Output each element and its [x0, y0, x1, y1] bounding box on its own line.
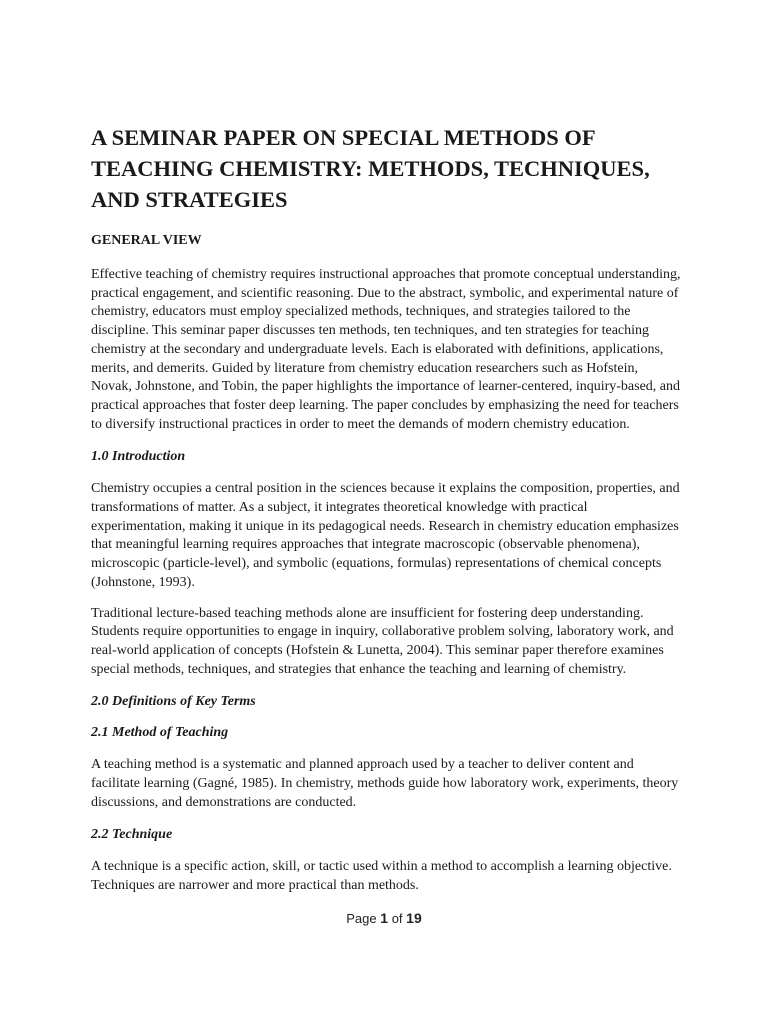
page-footer [0, 910, 768, 926]
page-content [91, 122, 681, 896]
introduction-paragraph-1: Chemistry occupies a central position in the sciences because it explains the composition, properties, and transformations of matter. As a subject, it integrates theoretical knowledge with practical experimentation, making it unique in its pedagogical needs. Research in chemistry education emphasizes that meaningful learning requires approaches that integrate macroscopic (observable phenomena), microscopic (particle-level), and symbolic (equations, formulas) representations of chemical concepts (Johnstone, 1993). [91, 481, 680, 590]
page-label: Page [346, 911, 377, 926]
general-view-heading: GENERAL VIEW [91, 233, 202, 248]
current-page-number: 1 [380, 910, 389, 926]
method-of-teaching-paragraph: A teaching method is a systematic and planned approach used by a teacher to deliver content and facilitate learning (Gagné, 1985). In chemistry, methods guide how laboratory work, experiments, theory discussions, and demonstrations are conducted. [91, 757, 679, 810]
definitions-heading: 2.0 Definitions of Key Terms [91, 694, 256, 710]
total-page-count: 19 [406, 910, 422, 926]
introduction-paragraph-2: Traditional lecture-based teaching methods alone are insufficient for fostering deep understanding. Students require opportunities to engage in inquiry, collaborative problem solving, laboratory work, and real-world application of concepts (Hofstein & Lunetta, 2004). This seminar paper therefore examines special methods, techniques, and strategies that enhance the teaching and learning of chemistry. [91, 605, 674, 677]
technique-heading: 2.2 Technique [91, 827, 173, 843]
technique-paragraph: A technique is a specific action, skill, or tactic used within a method to accomplish a learning objective. Techniques are narrower and more practical than methods. [91, 859, 672, 894]
method-of-teaching-heading: 2.1 Method of Teaching [91, 725, 229, 741]
introduction-heading: 1.0 Introduction [91, 449, 186, 465]
document-title: A SEMINAR PAPER ON SPECIAL METHODS OF TEACHING CHEMISTRY: METHODS, TECHNIQUES, AND STRATEGIES [91, 125, 650, 212]
general-view-paragraph: Effective teaching of chemistry requires instructional approaches that promote conceptual understanding, practical engagement, and scientific reasoning. Due to the abstract, symbolic, and experimental nature of chemistry, educators must employ specialized methods, techniques, and strategies tailored to the discipline. This seminar paper discusses ten methods, ten techniques, and ten strategies for teaching chemistry at the secondary and undergraduate levels. Each is elaborated with definitions, applications, merits, and demerits. Guided by literature from chemistry education researchers such as Hofstein, Novak, Johnstone, and Tobin, the paper highlights the importance of learner-centered, inquiry-based, and practical approaches that foster deep learning. The paper concludes by emphasizing the need for teachers to diversify instructional practices in order to meet the demands of modern chemistry education. [91, 267, 681, 432]
page-of-label: of [391, 911, 403, 926]
